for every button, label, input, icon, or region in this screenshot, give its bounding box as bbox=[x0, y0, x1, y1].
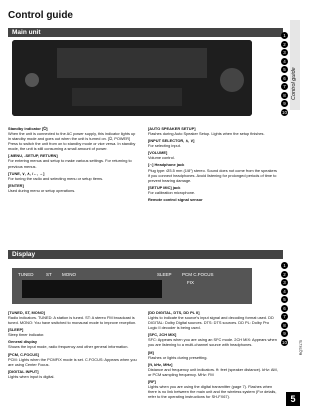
main-left-column bbox=[8, 126, 138, 195]
section-main-unit: Main unit bbox=[8, 28, 283, 37]
display-item-3: General display Shows the input mode, radio frequency and other general information. bbox=[8, 339, 129, 350]
display-item-7: [SFC, 2CH MIX] SFC: Appears when you are using an SFC mode. 2CH MIX: Appears when you are listening to a multi-channel source with headphones. bbox=[148, 332, 277, 348]
display-segments bbox=[22, 280, 162, 298]
display-callouts: 1 2 3 4 5 6 7 8 9 10 bbox=[281, 263, 287, 345]
display-label-st: ST bbox=[46, 272, 52, 277]
device-image bbox=[12, 40, 252, 116]
display-label-mono: MONO bbox=[62, 272, 76, 277]
main-item-7: [VOLUME] Volume control. bbox=[148, 150, 175, 161]
document-code: RQT9175 bbox=[299, 340, 303, 356]
display-item-9: [ft, kHz, MHz] Distance and frequency unit indicators. ft: feet (speaker distance). kHz: AM, or PCM sampling frequency. MHz: FM bbox=[148, 361, 278, 377]
main-item-1: Standby indicator [⏻] When the unit is connected to the AC power supply, this indicator lights up in standby mode and goes out when the unit is turned on. [⏻, POWER] Press to switch the unit from on to standby mode or vice versa. In standby mode, the unit is still consuming a small amount of power. bbox=[8, 126, 136, 152]
main-item-4: [ENTER] Used during menu or setup operations. bbox=[8, 182, 76, 193]
display-label-fix: FIX bbox=[187, 280, 195, 285]
display-panel bbox=[12, 268, 252, 304]
main-item-3: [TUNE, ∨, ∧, /←, →] For tuning the radio and selecting menu or setup items. bbox=[8, 170, 104, 181]
main-item-9: [SETUP MIC] jack For calibration microphone. bbox=[148, 184, 196, 195]
section-display: Display bbox=[8, 250, 283, 259]
side-tab bbox=[290, 20, 300, 110]
display-item-8: [M] Flashes or lights during presetting. bbox=[148, 349, 208, 360]
display-label-sleep: SLEEP bbox=[157, 272, 172, 277]
display-item-4: [PCM, C.FOCUS] PCM: Lights when the PCMFIX mode is set. C.FOCUS: Appears when you are using Center Focus. bbox=[8, 351, 137, 367]
display-item-10: [RF] Lights when you are using the digital transmitter (page 7). Flashes when there is no link between the main unit and the wireless system (For details, refer to the operating instructions for SH-FX67). bbox=[148, 378, 277, 400]
page-number: 5 bbox=[286, 392, 300, 406]
display-item-5: [DIGITAL INPUT] Lights when input is digital. bbox=[8, 368, 55, 379]
display-label-pcm: PCM C.FOCUS bbox=[182, 272, 214, 277]
main-item-5: [AUTO SPEAKER SETUP] Flashes during Auto Speaker Setup. Lights when the setup finishes. bbox=[148, 126, 265, 137]
display-item-2: [SLEEP] Sleep timer indicator. bbox=[8, 327, 45, 338]
main-item-8: [∩] Headphone jack Plug type: Ø3.5 mm (1/8″) stereo. Sound does not come from the speakers if you connect headphones. Avoid listening for prolonged periods of time to prevent hearing damage. bbox=[148, 162, 277, 183]
page-title: Control guide bbox=[8, 10, 73, 21]
display-item-1: [TUNED, ST, MONO] Radio indicators. TUNED: A station is tuned. ST: A stereo FM broadcast is tuned. MONO: You have switched to monaural mode to improve reception. bbox=[8, 310, 137, 326]
main-item-6: [INPUT SELECTOR, ∧, ∨] For selecting input. bbox=[148, 138, 195, 149]
main-item-2: [-MENU, -SETUP, RETURN] For entering menus and setup to make various settings. For returning to previous menus. bbox=[8, 153, 132, 169]
main-callouts: 1 2 3 4 5 6 7 8 9 10 bbox=[281, 33, 287, 115]
main-item-10: Remote control signal sensor bbox=[148, 196, 203, 202]
main-right-column bbox=[148, 126, 278, 204]
display-right-column bbox=[148, 310, 278, 401]
display-item-6: [DD DIGITAL, DTS, DD PL II] Lights to indicate the source's input signal and decoding format used. DD DIGITAL: Dolby Digital sources. DTS: DTS sources. DD PL: Dolby Pro Logic II decoder is being used. bbox=[148, 310, 274, 331]
display-label-tuned: TUNED bbox=[18, 272, 34, 277]
side-tab-label: Control guide bbox=[291, 67, 297, 100]
display-left-column bbox=[8, 310, 138, 381]
